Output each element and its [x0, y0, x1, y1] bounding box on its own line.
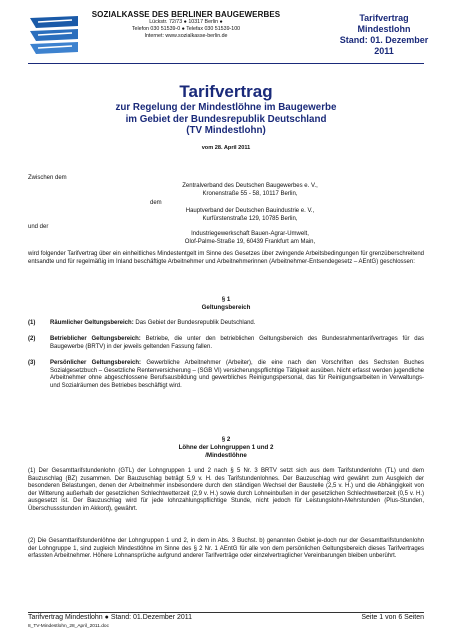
party-3-name: Industriegewerkschaft Bauen-Agrar-Umwelt, [191, 231, 309, 237]
party-1 [150, 183, 350, 198]
item-number: (3) [28, 360, 36, 366]
party-3-address: Olof-Palme-Straße 19, 60439 Frankfurt am Main, [184, 238, 316, 245]
header-divider [28, 63, 424, 64]
item-body [50, 336, 424, 351]
and-label-2: und der [28, 224, 49, 230]
item-number: (2) [28, 336, 36, 342]
party-2-address: Kurfürstenstraße 129, 10785 Berlin, [202, 215, 298, 222]
preamble-paragraph: wird folgender Tarifvertrag über ein einheitliches Mindestentgelt im Sinne des Gesetzes über zwingende Arbeitsbedingungen für grenzüberschreitend entsandte und für regelmäßig im Inland beschäftigte Arbeitnehmer und Arbeitnehmerinnen (Arbeitnehmer-Entsendegesetz – AEntG) geschlossen: [28, 251, 424, 265]
document-type: Tarifvertrag [359, 13, 409, 23]
item-text: Gewerbliche Arbeitnehmer (Arbeiter), die eine nach den Vorschriften des Sechsten Buches Sozialgesetzbuch – Gesetzliche Rentenversicherung – (SGB VI) versicherungspflichtige Tätigkeit ausüben. Nicht erfasst werden jugendliche Arbeitnehmer ohne abgeschlossene Berufsausbildung und gewerbliches Reinigungspersonal, das für Reinigungsarbeiten in Verwaltungs- und Sozialräumen des Betriebes beschäftigt wird. [50, 360, 424, 389]
item-text: Das Gebiet der Bundesrepublik Deutschland. [133, 320, 256, 326]
organization-address: Lückstr. 72/73 ● 10317 Berlin ● [149, 19, 223, 25]
party-2-name: Hauptverband der Deutschen Bauindustrie e. V., [185, 208, 315, 214]
section-2-heading-line-1: Löhne der Lohngruppen 1 und 2 [178, 444, 274, 451]
subtitle-line-3: (TV Mindestlohn) [186, 125, 266, 137]
sozialkasse-logo-icon [28, 14, 80, 58]
party-1-name: Zentralverband des Deutschen Baugewerbes e. V., [182, 183, 318, 189]
party-1-address: Kronenstraße 55 - 58, 10117 Berlin, [202, 190, 298, 197]
footer-document-info: Tarifvertrag Mindestlohn ● Stand: 01.Dezember 2011 [28, 614, 193, 621]
between-label: Zwischen dem [28, 175, 67, 181]
subtitle-line-1: zur Regelung der Mindestlöhne im Baugewerbe [115, 102, 337, 113]
and-label-1: dem [150, 200, 162, 206]
organization-phone: Telefon 030 51539-0 ● Telefax 030 51539-100 [131, 26, 241, 32]
subtitle-line-2: im Gebiet der Bundesrepublik Deutschland [125, 113, 327, 125]
organization-block [80, 10, 292, 40]
footer-page-number: Seite 1 von 6 Seiten [361, 614, 424, 621]
section-2-number: § 2 [221, 436, 231, 443]
item-label: Persönlicher Geltungsbereich: [50, 360, 142, 366]
item-body [50, 320, 424, 328]
document-label-block [330, 13, 438, 57]
footer-divider [28, 612, 424, 613]
organization-name: SOZIALKASSE DES BERLINER BAUGEWERBES [91, 10, 281, 19]
item-label: Betrieblicher Geltungsbereich: [50, 336, 141, 342]
item-body [50, 360, 424, 390]
section-2-heading-line-2: /Mindestlöhne [205, 452, 247, 459]
section-1-number: § 1 [221, 296, 231, 303]
document-subtitle [28, 102, 424, 137]
section-2-paragraph-2: (2) Die Gesamttarifstundenlöhne der Lohngruppen 1 und 2, in dem in Abs. 3 Buchst. b) genannten Gebiet je-doch nur der Gesamttarifstundenlohn der Lohngruppe 1, sind zugleich Mindestlöhne im Sinne des § 2 Nr. 1 AEntG für alle von dem persönlichen Geltungsbereich dieses Tarifvertrages erfassten Arbeitnehmer. Höhere Lohnansprüche aufgrund anderer Tarifverträge oder einzelvertraglicher Vereinbarungen bleiben unberührt. [28, 538, 424, 560]
document-name: Mindestlohn [357, 24, 411, 34]
item-text: Betriebe, die unter den betrieblichen Geltungsbereich des Bundesrahmentarifvertrages für das Baugewerbe (BRTV) in der jeweils geltenden Fassung fallen. [50, 336, 424, 350]
section-2-paragraph-1: (1) Der Gesamttarifstundenlohn (GTL) der Lohngruppen 1 und 2 nach § 5 Nr. 3 BRTV setzt sich aus dem Tarifstundenlohn (TL) und dem Bauzuschlag (BZ) zusammen. Der Bauzuschlag beträgt 5,9 v. H. des Tarifstundenlohnes. Der Bauzuschlag wird gewährt zum Ausgleich der besonderen Belastungen, denen der Arbeitnehmer insbesondere durch den ständigen Wechsel der Baustelle (2,5 v. H.) und die Abhängigkeit von der Witterung außerhalb der gesetzlichen Schlechtwetterzeit (2,9 v. H.) sowie durch Lohneinbußen in der gesetzlichen Schlechtwetterzeit (0,5 v. H.) ausgesetzt ist. Der Bauzuschlag wird für jede lohnzahlungspflichtige Stunde, nicht jedoch für Leistungslohn-Mehrstunden (Plus-Stunden, Überschussstunden im Akkord), gewährt. [28, 468, 424, 512]
document-date: vom 28. April 2011 [201, 145, 251, 151]
party-2 [150, 208, 350, 223]
section-1-heading: Geltungsbereich [201, 304, 251, 311]
item-label: Räumlicher Geltungsbereich: [50, 320, 134, 326]
item-number: (1) [28, 320, 36, 326]
document-title: Tarifvertrag [179, 82, 273, 101]
document-status: Stand: 01. Dezember 2011 [339, 35, 429, 56]
organization-internet: Internet: www.sozialkasse-berlin.de [144, 33, 228, 39]
party-3 [150, 231, 350, 246]
footer-filename: 8_TV-Mindestlohn_28_April_2011.doc [28, 624, 109, 629]
